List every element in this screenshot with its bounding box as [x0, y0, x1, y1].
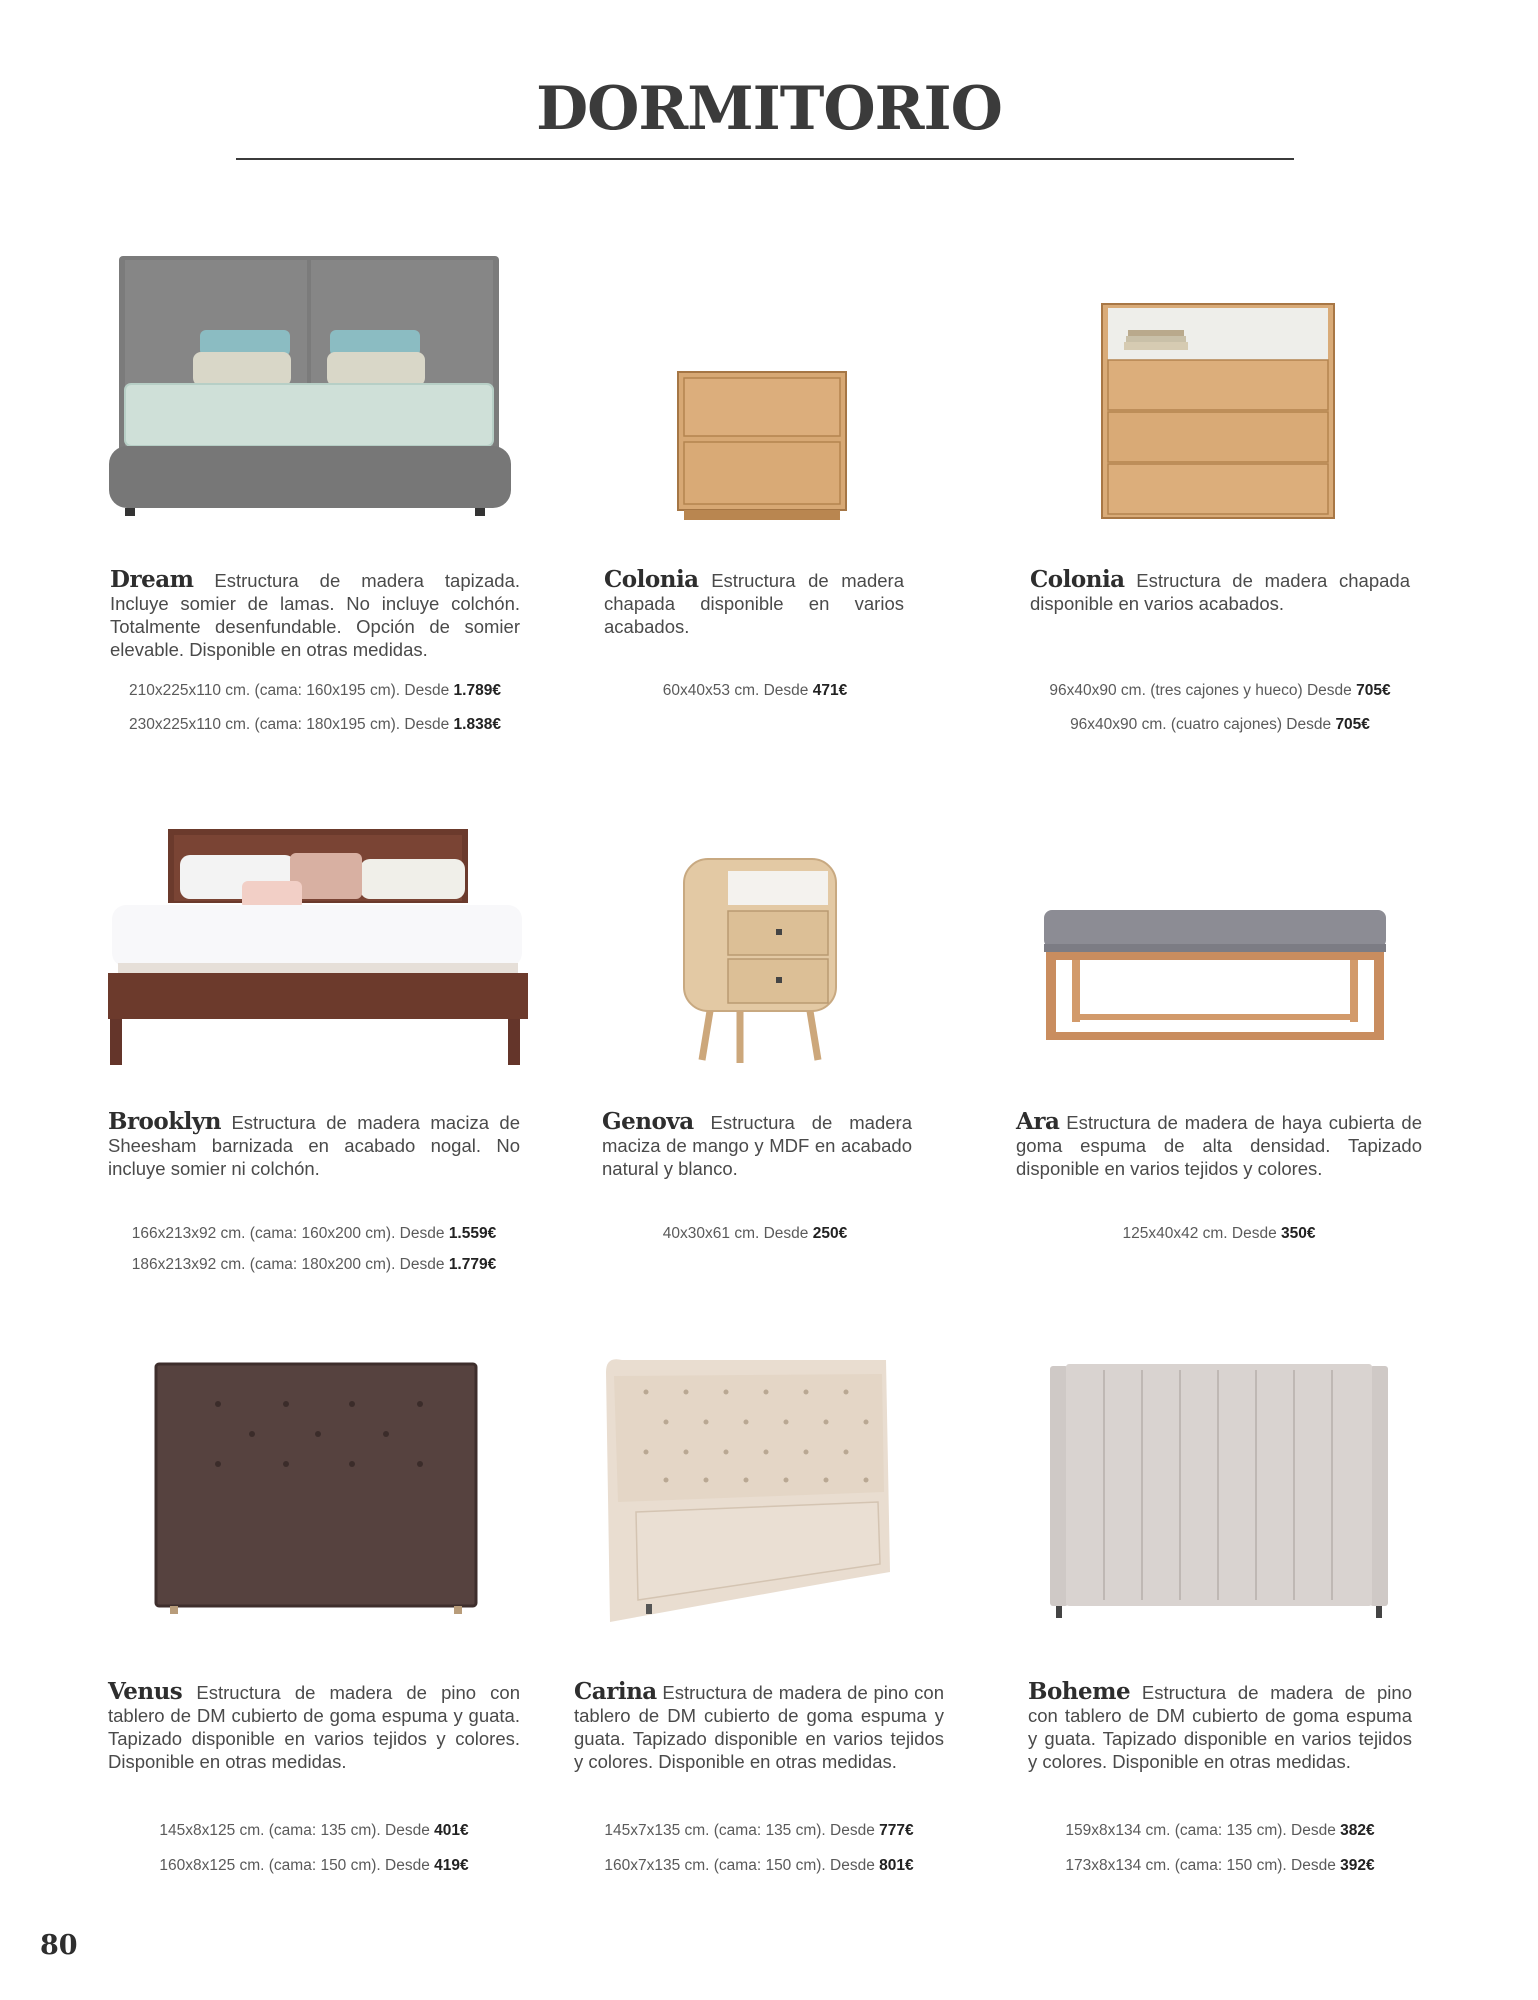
- price-line: 145x8x125 cm. (cama: 135 cm). Desde 401€: [159, 1822, 469, 1839]
- price-line: 230x225x110 cm. (cama: 180x195 cm). Desde 1.838€: [129, 716, 501, 733]
- product-description-brooklyn: Brooklyn Estructura de madera maciza de Sheesham barnizada en acabado nogal. No incluye somier ni colchón.: [108, 1108, 520, 1179]
- product-description-genova: Genova Estructura de madera maciza de mango y MDF en acabado natural y blanco.: [602, 1108, 912, 1179]
- colonia-nightstand-image: [672, 366, 852, 526]
- price-line: 159x8x134 cm. (cama: 135 cm). Desde 382€: [1065, 1822, 1375, 1839]
- price-line: 173x8x134 cm. (cama: 150 cm). Desde 392€: [1065, 1857, 1375, 1874]
- page-title: DORMITORIO: [536, 74, 1002, 144]
- product-name-boheme: Boheme: [1028, 1678, 1131, 1705]
- title-divider: [236, 158, 1294, 160]
- venus-headboard-image: [152, 1362, 480, 1618]
- price-line: 160x7x135 cm. (cama: 150 cm). Desde 801€: [604, 1857, 914, 1874]
- price-line: 60x40x53 cm. Desde 471€: [662, 682, 848, 699]
- dream-bed-image: [105, 250, 515, 520]
- product-name-genova: Genova: [602, 1108, 694, 1135]
- product-description-venus: Venus Estructura de madera de pino con tablero de DM cubierto de goma espuma y guata. Tapizado disponible en varios tejidos y colores. Disponible en otras medidas.: [108, 1678, 520, 1772]
- price-line: 166x213x92 cm. (cama: 160x200 cm). Desde 1.559€: [131, 1225, 497, 1242]
- price-line: 186x213x92 cm. (cama: 180x200 cm). Desde 1.779€: [131, 1256, 497, 1273]
- product-name-venus: Venus: [108, 1678, 183, 1705]
- product-description-colonia-nightstand: Colonia Estructura de madera chapada disponible en varios acabados.: [604, 566, 904, 637]
- price-line: 210x225x110 cm. (cama: 160x195 cm). Desde 1.789€: [129, 682, 501, 699]
- carina-headboard-image: [596, 1352, 896, 1627]
- product-name-colonia: Colonia: [1030, 566, 1125, 593]
- price-line: 160x8x125 cm. (cama: 150 cm). Desde 419€: [159, 1857, 469, 1874]
- brooklyn-bed-image: [100, 825, 530, 1070]
- colonia-chest-image: [1098, 300, 1338, 525]
- product-description-dream: Dream Estructura de madera tapizada. Incluye somier de lamas. No incluye colchón. Totalmente desenfundable. Opción de somier elevable. Disponible en otras medidas.: [110, 566, 520, 660]
- price-line: 125x40x42 cm. Desde 350€: [1122, 1225, 1316, 1242]
- price-line: 40x30x61 cm. Desde 250€: [662, 1225, 848, 1242]
- product-description-carina: Carina Estructura de madera de pino con tablero de DM cubierto de goma espuma y guata. Tapizado disponible en varios tejidos y colores. Disponible en otras medidas.: [574, 1678, 944, 1772]
- page-number: 80: [40, 1930, 78, 1961]
- price-line: 96x40x90 cm. (cuatro cajones) Desde 705€: [1070, 716, 1370, 733]
- product-name-colonia: Colonia: [604, 566, 699, 593]
- price-line: 96x40x90 cm. (tres cajones y hueco) Desde 705€: [1049, 682, 1391, 699]
- product-description-colonia-chest: Colonia Estructura de madera chapada disponible en varios acabados.: [1030, 566, 1410, 614]
- price-line: 145x7x135 cm. (cama: 135 cm). Desde 777€: [604, 1822, 914, 1839]
- product-name-carina: Carina: [574, 1678, 657, 1705]
- product-name-dream: Dream: [110, 566, 194, 593]
- genova-nightstand-image: [680, 855, 840, 1065]
- product-description-boheme: Boheme Estructura de madera de pino con tablero de DM cubierto de goma espuma y guata. Tapizado disponible en varios tejidos y colores. Disponible en otras medidas.: [1028, 1678, 1412, 1772]
- product-name-ara: Ara: [1016, 1108, 1060, 1135]
- boheme-headboard-image: [1046, 1360, 1392, 1622]
- product-description-ara: Ara Estructura de madera de haya cubierta de goma espuma de alta densidad. Tapizado disponible en varios tejidos y colores.: [1016, 1108, 1423, 1179]
- ara-bench-image: [1040, 908, 1390, 1043]
- product-name-brooklyn: Brooklyn: [108, 1108, 221, 1135]
